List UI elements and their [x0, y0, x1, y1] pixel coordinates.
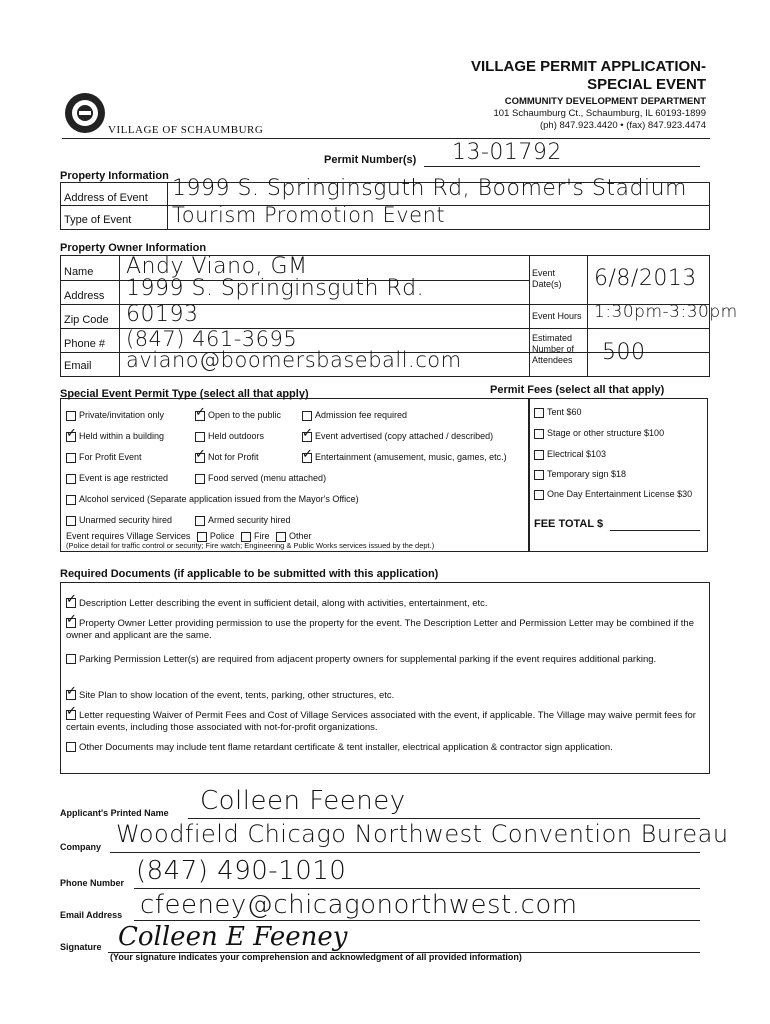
applicant-name-line	[188, 818, 700, 819]
company-line	[110, 852, 700, 853]
attendees-label-1: Estimated	[532, 333, 573, 343]
address-of-event-value[interactable]: 1999 S. Springinsguth Rd, Boomer's Stadium	[172, 176, 687, 201]
opt-food[interactable]: Food served (menu attached)	[195, 473, 326, 484]
checkbox-stage[interactable]	[534, 429, 544, 439]
signature-label: Signature	[60, 942, 102, 952]
opt-for-profit[interactable]: For Profit Event	[66, 452, 142, 463]
checkbox-alcohol[interactable]	[66, 495, 76, 505]
opt-unarmed[interactable]: Unarmed security hired	[66, 515, 172, 526]
form-title-1: VILLAGE PERMIT APPLICATION-	[471, 58, 706, 75]
checkbox-owner-letter[interactable]	[66, 618, 76, 628]
doc-parking-letter[interactable]: Parking Permission Letter(s) are required from adjacent property owners for supplemental parking if the event requires additional parking.	[66, 654, 706, 666]
village-seal	[64, 92, 106, 134]
owner-name-value[interactable]: Andy Viano, GM	[126, 254, 308, 279]
village-services: Event requires Village Services Police Fire Other	[66, 531, 312, 541]
phone-label: Phone #	[64, 338, 105, 350]
property-info-title: Property Information	[60, 170, 169, 182]
doc-other[interactable]: Other Documents may include tent flame retardant certificate & tent installer, electrical application & contractor sign application.	[66, 742, 706, 754]
services-note: (Police detail for traffic control or security; Fire watch; Engineering & Public Works services issued by the dept.)	[66, 541, 435, 550]
opt-age[interactable]: Event is age restricted	[66, 473, 168, 484]
signature-note: (Your signature indicates your comprehension and acknowledgment of all provided information)	[110, 952, 522, 962]
phone-value[interactable]: (847) 461-3695	[126, 327, 298, 351]
type-of-event-value[interactable]: Tourism Promotion Event	[172, 203, 446, 227]
event-dates-value[interactable]: 6/8/2013	[594, 266, 697, 291]
opt-not-profit[interactable]: ✓ Not for Profit	[195, 452, 259, 463]
fee-temp-sign[interactable]: Temporary sign $18	[534, 469, 626, 480]
fee-electrical[interactable]: Electrical $103	[534, 449, 606, 460]
fee-tent[interactable]: Tent $60	[534, 407, 582, 418]
phone-number-value[interactable]: (847) 490-1010	[136, 856, 347, 886]
doc-site-plan[interactable]: ✓Site Plan to show location of the event, tents, parking, other structures, etc.	[66, 690, 706, 702]
opt-open[interactable]: ✓ Open to the public	[195, 410, 281, 421]
email-address-line	[134, 920, 700, 921]
event-dates-label-2: Date(s)	[532, 279, 562, 289]
permit-type-title: Special Event Permit Type (select all that apply)	[60, 388, 309, 400]
checkbox-one-day[interactable]	[534, 490, 544, 500]
checkbox-waiver-letter[interactable]	[66, 710, 76, 720]
opt-admission[interactable]: Admission fee required	[302, 410, 407, 421]
zip-code-value[interactable]: 60193	[126, 302, 199, 327]
applicant-name-value[interactable]: Colleen Feeney	[200, 786, 406, 816]
event-hours-label: Event Hours	[532, 311, 582, 321]
required-docs-title: Required Documents (if applicable to be submitted with this application)	[60, 568, 439, 580]
fee-total-line[interactable]	[610, 530, 700, 531]
department-name: COMMUNITY DEVELOPMENT DEPARTMENT	[504, 96, 706, 107]
checkbox-parking-letter[interactable]	[66, 654, 76, 664]
owner-address-value[interactable]: 1999 S. Springinsguth Rd.	[126, 276, 425, 301]
department-phone: (ph) 847.923.4420 • (fax) 847.923.4474	[539, 120, 706, 131]
attendees-value[interactable]: 500	[602, 340, 646, 365]
permit-number-label: Permit Number(s)	[324, 154, 417, 166]
doc-waiver-letter[interactable]: ✓Letter requesting Waiver of Permit Fees and Cost of Village Services associated with the event, if applicable. The Village may waive permit fees for certain events, including those associated with not-for-profit organizations.	[66, 710, 706, 734]
email-address-label: Email Address	[60, 910, 123, 920]
zip-code-label: Zip Code	[64, 314, 109, 326]
email-label: Email	[64, 360, 92, 372]
email-address-value[interactable]: cfeeney@chicagonorthwest.com	[140, 890, 578, 920]
permit-fees-title: Permit Fees (select all that apply)	[490, 384, 665, 396]
checkbox-food[interactable]	[195, 474, 205, 484]
event-hours-value[interactable]: 1:30pm-3:30pm	[594, 302, 738, 322]
fee-one-day[interactable]: One Day Entertainment License $30	[534, 489, 692, 500]
opt-held-outdoors[interactable]: Held outdoors	[195, 431, 264, 442]
owner-info-title: Property Owner Information	[60, 242, 207, 254]
checkbox-age[interactable]	[66, 474, 76, 484]
attendees-label-2: Number of	[532, 344, 575, 354]
checkbox-for-profit[interactable]	[66, 453, 76, 463]
opt-advertised[interactable]: ✓ Event advertised (copy attached / described)	[302, 431, 493, 442]
checkbox-site-plan[interactable]	[66, 690, 76, 700]
opt-alcohol[interactable]: Alcohol serviced (Separate application issued from the Mayor's Office)	[66, 494, 359, 505]
checkbox-not-profit[interactable]	[195, 453, 205, 463]
phone-number-label: Phone Number	[60, 878, 125, 888]
checkbox-electrical[interactable]	[534, 450, 544, 460]
fee-total-label: FEE TOTAL $	[534, 518, 604, 530]
checkbox-entertainment[interactable]	[302, 453, 312, 463]
checkbox-private[interactable]	[66, 411, 76, 421]
checkbox-held-outdoors[interactable]	[195, 432, 205, 442]
checkbox-armed[interactable]	[195, 516, 205, 526]
owner-name-label: Name	[64, 266, 94, 278]
company-label: Company	[60, 842, 102, 852]
checkbox-temp-sign[interactable]	[534, 470, 544, 480]
fee-stage[interactable]: Stage or other structure $100	[534, 428, 664, 439]
opt-held-building[interactable]: ✓Held within a building	[66, 431, 164, 442]
form-title-2: SPECIAL EVENT	[587, 76, 706, 93]
village-name: VILLAGE OF SCHAUMBURG	[108, 124, 264, 136]
opt-entertainment[interactable]: ✓ Entertainment (amusement, music, games, etc.)	[302, 452, 507, 463]
checkbox-admission[interactable]	[302, 411, 312, 421]
opt-armed[interactable]: Armed security hired	[195, 515, 291, 526]
checkbox-unarmed[interactable]	[66, 516, 76, 526]
doc-description-letter[interactable]: ✓Description Letter describing the event in sufficient detail, along with activities, entertainment, etc.	[66, 598, 706, 610]
checkbox-description-letter[interactable]	[66, 598, 76, 608]
applicant-name-label: Applicant's Printed Name	[60, 808, 169, 818]
attendees-label-3: Attendees	[532, 355, 573, 365]
address-of-event-label: Address of Event	[64, 192, 148, 204]
checkbox-tent[interactable]	[534, 408, 544, 418]
owner-address-label: Address	[64, 290, 105, 302]
department-address: 101 Schaumburg Ct., Schaumburg, IL 60193-1899	[493, 108, 706, 119]
permit-number-value[interactable]: 13-01792	[452, 140, 562, 165]
checkbox-advertised[interactable]	[302, 432, 312, 442]
permit-number-line	[424, 166, 700, 167]
phone-number-line	[134, 888, 700, 889]
header-rule	[62, 138, 710, 139]
company-value[interactable]: Woodfield Chicago Northwest Convention Bureau	[116, 820, 729, 848]
type-of-event-label: Type of Event	[64, 214, 132, 226]
checkbox-other-docs[interactable]	[66, 742, 76, 752]
email-value[interactable]: aviano@boomersbaseball.com	[126, 348, 462, 372]
doc-owner-letter[interactable]: ✓Property Owner Letter providing permission to use the property for the event. The Description Letter and Permission Letter may be combined if the owner and applicant are the same.	[66, 618, 706, 642]
signature-value[interactable]: Colleen E Feeney	[118, 922, 348, 952]
checkbox-open[interactable]	[195, 411, 205, 421]
opt-private[interactable]: Private/invitation only	[66, 410, 164, 421]
checkbox-held-building[interactable]	[66, 432, 76, 442]
event-dates-label-1: Event	[532, 268, 556, 278]
